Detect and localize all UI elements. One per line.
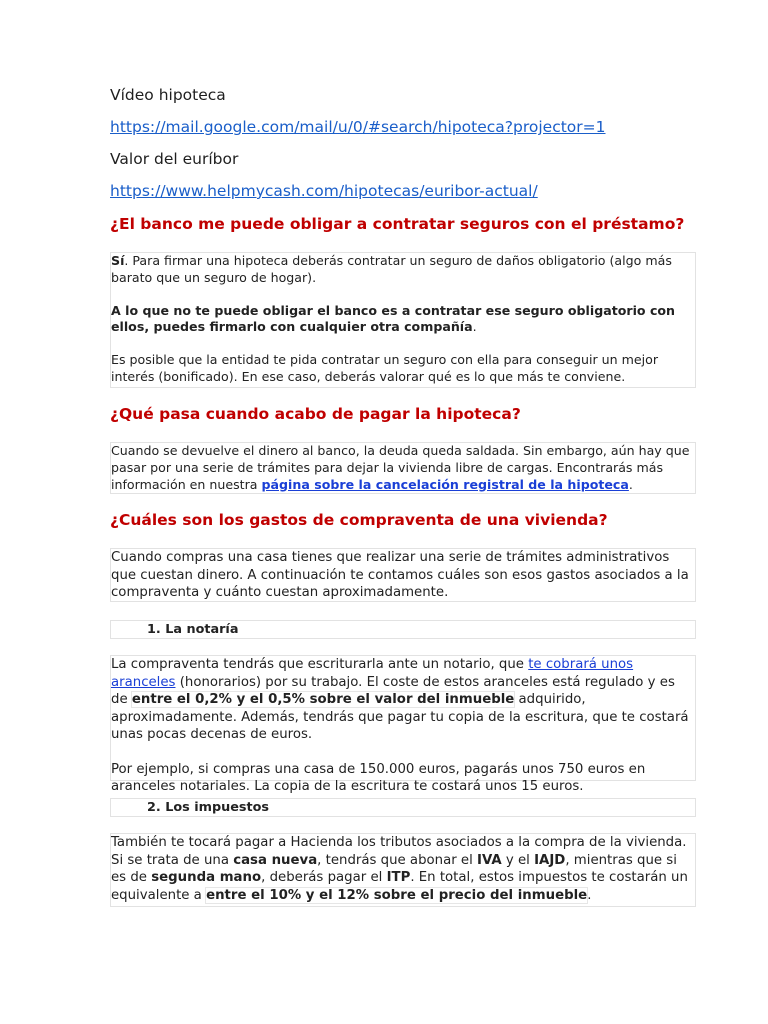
impuestos-box <box>110 833 696 907</box>
q3-intro: Cuando compras una casa tienes que realizar una serie de trámites administrativos que cuestan dinero. A continuación te contamos cuáles son esos gastos asociados a la compraventa y cuánto cuestan aproximadamente. <box>111 550 689 600</box>
notaria-text-c: adquirido, aproximadamente. Además, tendrás que pagar tu copia de la escritura, que te costará unas pocas decenas de euros. <box>111 692 689 742</box>
q1-p2-end: . <box>472 319 477 335</box>
imp-iva: IVA <box>477 852 502 868</box>
imp-iajd: IAJD <box>534 852 566 868</box>
imp-c: y el <box>501 852 535 868</box>
notaria-bold: entre el 0,2% y el 0,5% sobre el valor del inmueble <box>131 692 515 707</box>
imp-a: También te tocará pagar a Hacienda los tributos asociados a la compra de la vivienda. Si se trata de una <box>111 835 687 868</box>
video-link[interactable]: https://mail.google.com/mail/u/0/#search/hipoteca?projector=1 <box>110 118 606 136</box>
euribor-label: Valor del euríbor <box>110 150 239 168</box>
imp-porcentaje: entre el 10% y el 12% sobre el precio del inmueble <box>206 887 588 903</box>
q2-answer-box <box>110 442 696 494</box>
q1-heading: ¿El banco me puede obligar a contratar seguros con el préstamo? <box>110 215 685 233</box>
imp-g: . <box>587 887 592 903</box>
notaria-text-a: La compraventa tendrás que escriturarla ante un notario, que <box>111 657 529 672</box>
q1-paragraph-1 <box>111 253 695 287</box>
section-impuestos-title: 2. Los impuestos <box>110 798 696 817</box>
impuestos-paragraph <box>111 834 695 904</box>
q3-heading: ¿Cuáles son los gastos de compraventa de una vivienda? <box>110 511 608 529</box>
q1-paragraph-2 <box>111 303 695 337</box>
q2-end: . <box>628 476 633 492</box>
imp-b: , tendrás que abonar el <box>317 852 478 868</box>
imp-segunda-mano: segunda mano <box>151 870 262 885</box>
video-label: Vídeo hipoteca <box>110 86 226 104</box>
imp-casa-nueva: casa nueva <box>233 852 318 868</box>
aranceles-link[interactable]: te cobrará unos aranceles <box>111 657 634 690</box>
cancelacion-link[interactable]: página sobre la cancelación registral de la hipoteca <box>261 476 629 492</box>
notaria-paragraph-1 <box>111 656 695 744</box>
q2-heading: ¿Qué pasa cuando acabo de pagar la hipoteca? <box>110 405 521 423</box>
q2-text: Cuando se devuelve el dinero al banco, la deuda queda saldada. Sin embargo, aún hay que pasar por una serie de trámites para dejar la vivienda libre de cargas. Encontrarás más información en nuestra <box>111 443 690 492</box>
q2-paragraph <box>111 443 695 493</box>
q1-p2-bold: A lo que no te puede obligar el banco es a contratar ese seguro obligatorio con ellos, puedes firmarlo con cualquier otra compañía <box>111 302 676 335</box>
notaria-paragraph-2: Por ejemplo, si compras una casa de 150.000 euros, pagarás unos 750 euros en aranceles notariales. La copia de la escritura te costará unos 15 euros. <box>111 761 646 794</box>
notaria-box <box>110 655 696 794</box>
imp-d: , mientras que si es de <box>111 852 677 885</box>
q1-p1-text: . Para firmar una hipoteca deberás contratar un seguro de daños obligatorio (algo más barato que un seguro de hogar). <box>111 253 672 285</box>
q1-yes: Sí <box>111 253 125 268</box>
imp-itp: ITP <box>386 870 411 885</box>
q1-paragraph-3: Es posible que la entidad te pida contratar un seguro con ella para conseguir un mejor interés (bonificado). En ese caso, deberás valorar qué es lo que más te conviene. <box>111 352 659 384</box>
imp-f: . En total, estos impuestos te costarán un equivalente a <box>111 870 688 903</box>
q1-answer-box <box>110 252 696 388</box>
imp-e: , deberás pagar el <box>261 870 387 885</box>
q3-intro-box <box>110 548 696 602</box>
notaria-text-b: (honorarios) por su trabajo. El coste de estos aranceles está regulado y es de <box>111 674 675 707</box>
euribor-link[interactable]: https://www.helpmycash.com/hipotecas/euribor-actual/ <box>110 182 538 200</box>
section-notaria-title: 1. La notaría <box>110 620 696 639</box>
